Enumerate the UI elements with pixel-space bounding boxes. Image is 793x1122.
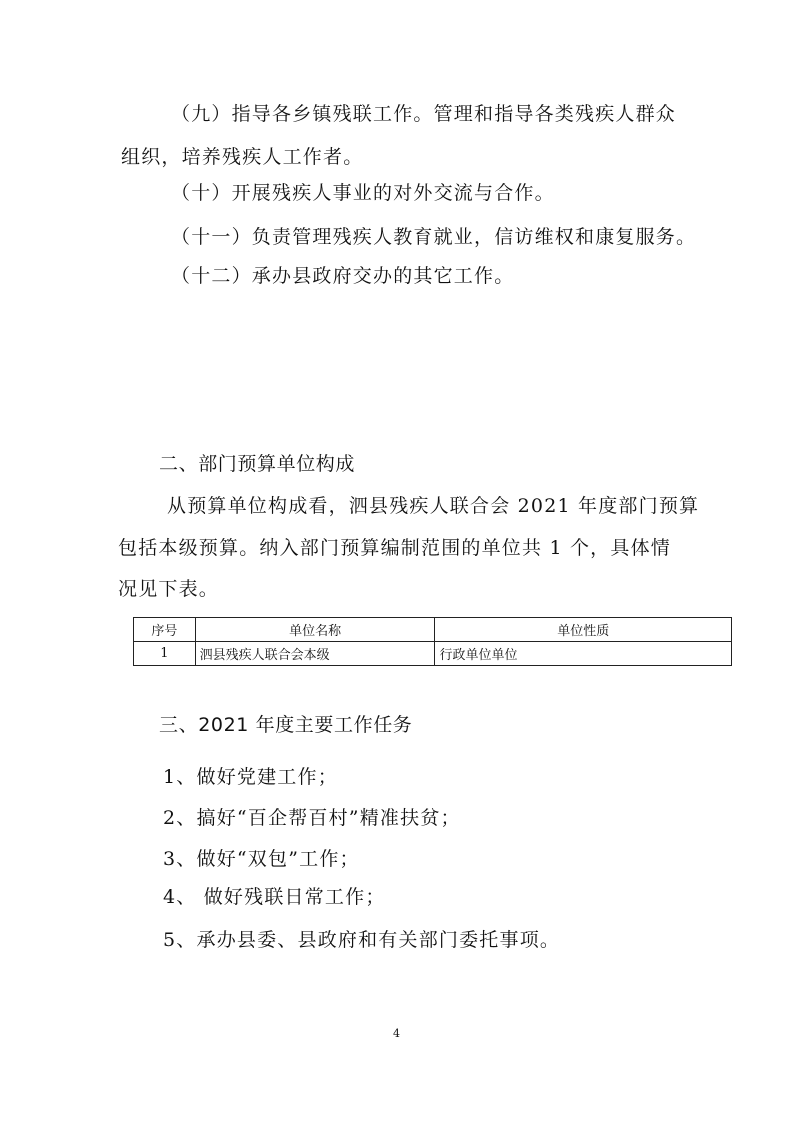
table-header-unit-name: 单位名称: [195, 618, 435, 642]
task-item-1: 1、做好党建工作；: [163, 766, 338, 788]
budget-unit-table: [133, 617, 732, 666]
table-row: [134, 642, 732, 666]
section-2-paragraph-line-1: 从预算单位构成看，泗县残疾人联合会 2021 年度部门预算: [167, 495, 700, 517]
table-cell-unit-name: 泗县残疾人联合会本级: [195, 642, 435, 666]
duty-item-12: （十二）承办县政府交办的其它工作。: [171, 265, 515, 287]
task-item-5: 5、承办县委、县政府和有关部门委托事项。: [163, 929, 561, 951]
task-item-2: 2、搞好“百企帮百村”精准扶贫；: [163, 807, 461, 829]
table-cell-no: 1: [134, 642, 196, 666]
table-cell-unit-type: 行政单位单位: [435, 642, 732, 666]
task-item-4: 4、 做好残联日常工作；: [163, 886, 386, 908]
section-3-heading: 三、2021 年度主要工作任务: [159, 714, 413, 736]
section-2-heading: 二、部门预算单位构成: [159, 453, 356, 475]
duty-item-11: （十一）负责管理残疾人教育就业，信访维权和康复服务。: [171, 226, 697, 248]
section-2-paragraph-line-2: 包括本级预算。纳入部门预算编制范围的单位共 1 个，具体情: [118, 537, 671, 559]
table-header-no: 序号: [134, 618, 196, 642]
page-number: 4: [393, 1027, 400, 1040]
task-item-3: 3、做好“双包”工作；: [163, 848, 360, 870]
duty-item-9-line-2: 组织，培养残疾人工作者。: [121, 146, 364, 168]
table-header-unit-type: 单位性质: [435, 618, 732, 642]
duty-item-10: （十）开展残疾人事业的对外交流与合作。: [171, 182, 555, 204]
section-2-paragraph-line-3: 况见下表。: [118, 578, 220, 600]
table-header-row: [134, 618, 732, 642]
duty-item-9-line-1: （九）指导各乡镇残联工作。管理和指导各类残疾人群众: [171, 103, 677, 125]
